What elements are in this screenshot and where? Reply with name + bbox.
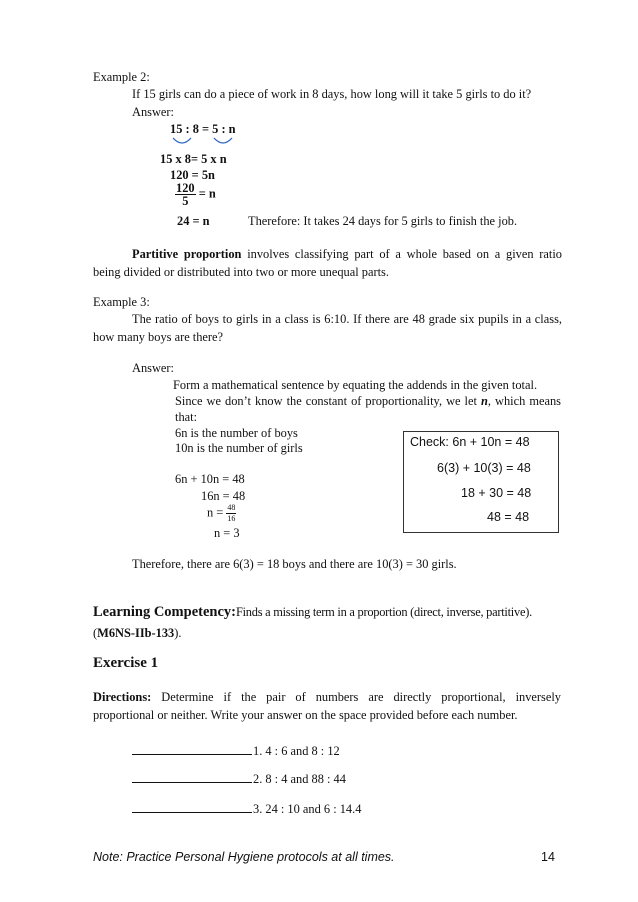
example3-girls-definition: 10n is the number of girls <box>175 441 303 455</box>
example2-fraction: $\frac{120}{5}$ = n <box>176 181 216 208</box>
check-line4: 48 = 48 <box>487 510 530 524</box>
partitive-line2: being divided or distributed into two or more unequal parts. <box>93 265 389 279</box>
example2-conclusion: Therefore: It takes 24 days for 5 girls to finish the job. <box>248 214 518 228</box>
answer-blank-3[interactable] <box>132 801 252 813</box>
exercise-item-3: 3. 24 : 10 and 6 : 14.4 <box>132 801 361 817</box>
answer-blank-1[interactable] <box>132 743 252 755</box>
example2-step2: 15 x 8= 5 x n <box>160 152 227 166</box>
example2-problem: If 15 girls can do a piece of work in 8 days, how long will it take 5 girls to do it? <box>132 87 532 101</box>
learning-competency: Learning Competency:Finds a missing term in a proportion (direct, inverse, partitive). <box>93 604 532 620</box>
exercise-directions-line1: Directions: Determine if the pair of numbers are directly proportional, inversely <box>93 690 561 704</box>
proportion-arrows-icon <box>170 136 240 150</box>
example2-step1: 15 : 8 = 5 : n <box>170 122 236 136</box>
exercise-item-2: 2. 8 : 4 and 88 : 44 <box>132 771 346 787</box>
page-number: 14 <box>541 850 555 864</box>
example3-problem-line2: how many boys are there? <box>93 330 224 344</box>
competency-code: (M6NS-IIb-133). <box>93 626 182 640</box>
example3-eq2: 16n = 48 <box>201 489 246 503</box>
partitive-line1: Partitive proportion involves classifying part of a whole based on a given ratio <box>132 247 562 261</box>
example3-eq1: 6n + 10n = 48 <box>175 472 245 486</box>
example2-step5: 24 = n <box>177 214 210 228</box>
check-line2: 6(3) + 10(3) = 48 <box>437 461 531 475</box>
example3-answer-line1: Form a mathematical sentence by equating the addends in the given total. <box>173 378 538 392</box>
example2-answer-label: Answer: <box>132 105 174 119</box>
exercise-directions-line2: proportional or neither. Write your answer on the space provided before each number. <box>93 708 518 722</box>
example3-problem-line1: The ratio of boys to girls in a class is 6:10. If there are 48 grade six pupils in a class, <box>132 312 562 326</box>
example3-conclusion: Therefore, there are 6(3) = 18 boys and there are 10(3) = 30 girls. <box>132 557 457 571</box>
example3-eq4: n = 3 <box>214 526 240 540</box>
example3-eq3: n = $\frac{48}{16}$ <box>207 503 236 523</box>
answer-blank-2[interactable] <box>132 771 252 783</box>
check-line3: 18 + 30 = 48 <box>461 486 532 500</box>
example3-answer-label: Answer: <box>132 361 174 375</box>
example3-boys-definition: 6n is the number of boys <box>175 426 298 440</box>
example3-answer-line2: Since we don’t know the constant of proportionality, we let n, which means <box>175 394 562 408</box>
example3-heading: Example 3: <box>93 295 150 309</box>
exercise-item-1: 1. 4 : 6 and 8 : 12 <box>132 743 340 759</box>
example2-heading: Example 2: <box>93 70 150 84</box>
example3-answer-line3: that: <box>175 410 198 424</box>
footer-note: Note: Practice Personal Hygiene protocols at all times. <box>93 850 395 864</box>
example2-step3: 120 = 5n <box>170 168 215 182</box>
check-line1: Check: 6n + 10n = 48 <box>410 435 530 449</box>
exercise-title: Exercise 1 <box>93 655 159 671</box>
